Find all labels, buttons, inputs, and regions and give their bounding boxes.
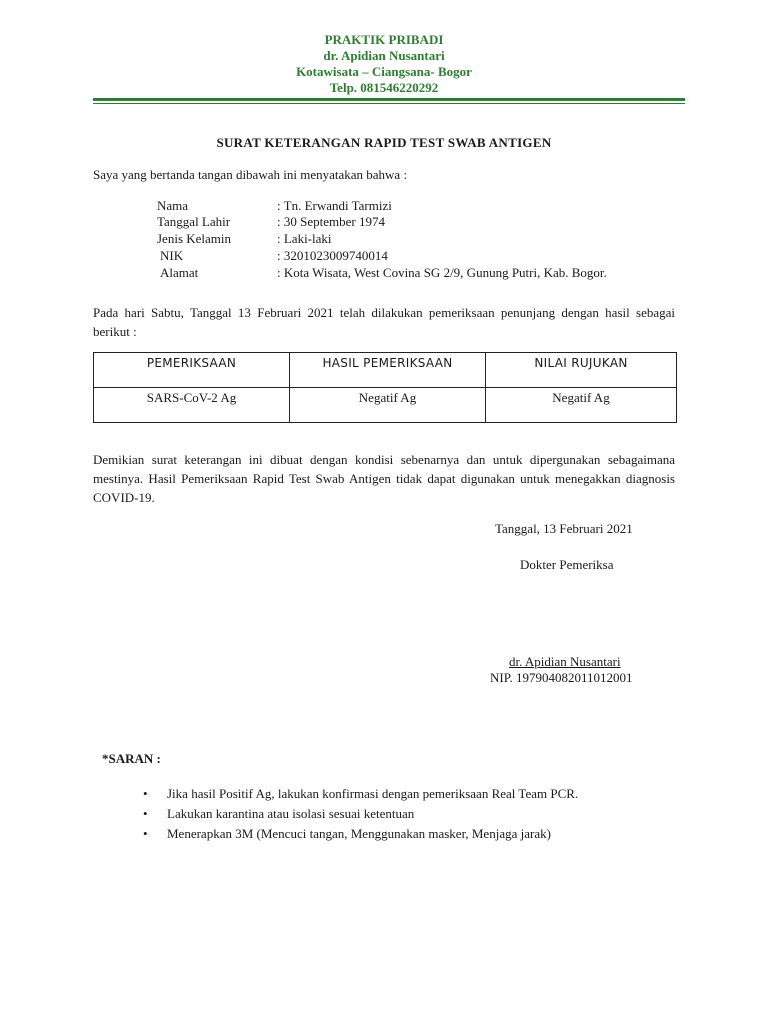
patient-value-name: : Tn. Erwandi Tarmizi [277, 198, 392, 213]
patient-value-nik: : 3201023009740014 [277, 248, 388, 263]
patient-label-address: Alamat [160, 265, 199, 280]
patient-label-nik: NIK [160, 248, 184, 263]
patient-label-birthdate: Tanggal Lahir [157, 214, 231, 229]
header-rule-thin [93, 103, 685, 104]
table-row [94, 388, 677, 423]
signature-nip: NIP. 197904082011012001 [490, 670, 633, 685]
list-item: Menerapkan 3M (Mencuci tangan, Menggunakan masker, Menjaga jarak) [167, 826, 551, 841]
patient-label-name: Nama [157, 198, 189, 213]
results-header-reference: NILAI RUJUKAN [486, 353, 677, 388]
results-cell-exam: SARS-CoV-2 Ag [94, 388, 290, 423]
patient-value-address: : Kota Wisata, West Covina SG 2/9, Gunung Putri, Kab. Bogor. [277, 265, 607, 280]
results-cell-result: Negatif Ag [290, 388, 486, 423]
patient-value-gender: : Laki-laki [277, 231, 332, 246]
advice-heading: *SARAN : [102, 751, 161, 766]
results-header-result: HASIL PEMERIKSAAN [290, 353, 486, 388]
signature-role: Dokter Pemeriksa [520, 557, 614, 572]
header-rule-thick [93, 98, 685, 101]
patient-value-birthdate: : 30 September 1974 [277, 214, 385, 229]
results-header-exam: PEMERIKSAAN [94, 353, 290, 388]
letterhead-practice: PRAKTIK PRIBADI [324, 32, 444, 47]
exam-statement: Pada hari Sabtu, Tanggal 13 Februari 2021 telah dilakukan pemeriksaan penunjang dengan hasil sebagai berikut : [93, 305, 675, 339]
patient-label-gender: Jenis Kelamin [157, 231, 232, 246]
list-item: Lakukan karantina atau isolasi sesuai ketentuan [167, 806, 415, 821]
list-item: Jika hasil Positif Ag, lakukan konfirmasi dengan pemeriksaan Real Team PCR. [167, 786, 579, 801]
letterhead-phone: Telp. 081546220292 [329, 80, 439, 95]
advice-bullet-icon: • [143, 786, 148, 801]
signature-date: Tanggal, 13 Februari 2021 [495, 521, 633, 536]
results-table [93, 352, 677, 423]
closing-statement: Demikian surat keterangan ini dibuat dengan kondisi sebenarnya dan untuk dipergunakan sebagaimana mestinya. Hasil Pemeriksaan Rapid Test Swab Antigen tidak dapat digunakan untuk menegakkan diagnosis COVID-19. [93, 452, 675, 505]
intro-statement: Saya yang bertanda tangan dibawah ini menyatakan bahwa : [93, 167, 408, 182]
results-cell-reference: Negatif Ag [486, 388, 677, 423]
advice-bullet-icon: • [143, 806, 148, 821]
letterhead-doctor: dr. Apidian Nusantari [323, 48, 445, 63]
advice-bullet-icon: • [143, 826, 148, 841]
results-table-header [94, 353, 677, 388]
document-title: SURAT KETERANGAN RAPID TEST SWAB ANTIGEN [216, 135, 552, 150]
signature-name: dr. Apidian Nusantari [509, 654, 621, 669]
letterhead-address: Kotawisata – Ciangsana- Bogor [296, 64, 472, 79]
